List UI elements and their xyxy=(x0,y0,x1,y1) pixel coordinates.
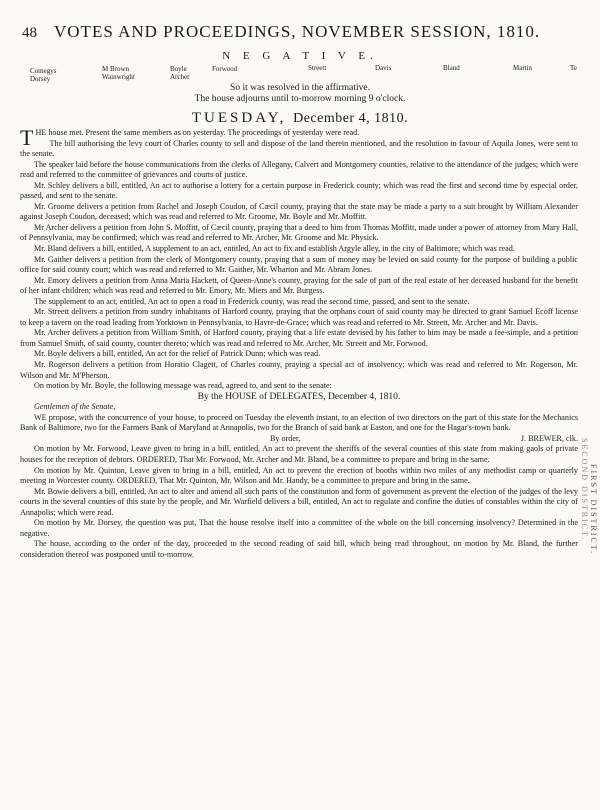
vote-name: Streett xyxy=(308,64,327,72)
vote-name: M Brown xyxy=(102,65,130,73)
paragraph: Mr. Schley delivers a bill, entitled, An act to authorise a lottery for a certain purpose in Frederick county; which was read the first and second time by especial order, passed, and sent to the senate. xyxy=(20,180,578,201)
salutation: Gentlemen of the Senate, xyxy=(34,402,116,412)
paragraph: Mr Archer delivers a petition from John S. Moffitt, of Cæcil county, praying that a deed to him from Thomas Moffitt, made under a power of attorney from Mary Hall, of Pennsylvania, may be confirmed; which was read and referred to Mr. Archer, Mr. Groome and Mr. Physick. xyxy=(20,222,578,243)
day-name: TUESDAY, xyxy=(191,110,287,126)
paragraph: WE propose, with the concurrence of your house, to proceed on Tuesday the eleventh instant, to an election of two directors on the part of this state for the Mechanics Bank of Baltimore, two for the Farmers Bank of Maryland at Annapolis, two for the Branch of said bank at Easton, and one for the Hagar's-town bank. xyxy=(20,412,578,433)
vote-name: Wainwright xyxy=(102,73,135,81)
paragraph: THE house met. Present the same members as on yesterday. The proceedings of yesterday were read. xyxy=(20,125,360,150)
paragraph: Mr. Rogerson delivers a petition from Horatio Clagett, of Charles county, praying a special act of insolvency; which was read and referred to Mr. Rogerson, Mr. Wilson and Mr. M'Pherson. xyxy=(20,360,578,380)
vote-name: Dorsey xyxy=(30,75,51,83)
day-heading xyxy=(0,110,600,127)
vote-names xyxy=(30,60,590,84)
message-heading: By the HOUSE of DELEGATES, December 4, 1810. xyxy=(197,391,401,402)
vote-name: Martin xyxy=(513,64,533,72)
running-title: VOTES AND PROCEEDINGS, NOVEMBER SESSION, 1810. xyxy=(54,22,541,41)
vote-name: Comegys xyxy=(30,67,57,75)
vote-result: So it was resolved in the affirmative. xyxy=(230,83,370,93)
vote-name: Bland xyxy=(443,64,460,72)
margin-text-first: FIRST DISTRICT. xyxy=(589,464,598,556)
vote-name: Te xyxy=(570,64,577,72)
vote-name: Boyle xyxy=(170,65,187,73)
paragraph: Mr. Bland delivers a bill, entitled, A supplement to an act, entitled, An act to fix and establish Argyle alley, in the city of Baltimore; which was read. xyxy=(34,244,515,254)
page-number: 48 xyxy=(22,25,37,41)
signature: J. BREWER, clk. xyxy=(520,433,578,443)
paragraph: Mr. Boyle delivers a bill, entitled, An act for the relief of Patrick Dunn; which was read. xyxy=(34,349,321,359)
drop-cap: T xyxy=(20,125,34,150)
day-date: December 4, 1810. xyxy=(293,111,409,126)
vote-label: N E G A T I V E. xyxy=(222,50,378,62)
paragraph: Mr. Streett delivers a petition from sundry inhabitants of Harford county, praying that the orphans court of said county may be directed to grant Samuel Ecoff license to keep a tavern on the road leading from Yorktown in Pennsylvania, to Havre-de-Grace; which was read and referred to Mr. Streett, Mr. Archer and Mr. Davis. xyxy=(20,307,578,327)
vote-name: Archer xyxy=(170,73,190,81)
paragraph: On motion by Mr. Dorsey, the question was put, That the house resolve itself into a committee of the whole on the bill concerning insolvency? Determined in the negative. xyxy=(20,518,578,538)
margin-annotation xyxy=(580,130,598,730)
paragraph: Mr. Emory delivers a petition from Anna Maria Hackett, of Queen-Anne's county, praying for the sale of part of the real estate of her deceased husband for the benefit of her infant children; which was read and referred to Mr. Emory, Mr. Miers and Mr. Burgess. xyxy=(20,275,578,296)
paragraph: The speaker laid before the house communications from the clerks of Allegany, Calvert and Montgomery counties, relative to the attendance of the judges; which were read and referred to the committee of grievances and courts of justice. xyxy=(20,159,578,180)
by-order: By order, xyxy=(270,433,301,443)
proceedings-body xyxy=(20,125,578,560)
vote-name: Forwood xyxy=(212,65,238,73)
paragraph: Mr. Gaither delivers a petition from the clerk of Montgomery county, praying that a sum of money may be levied on said county for the purpose of building a public office for said county court; which was read and referred to Mr. Gaither, Mr. Wharton and Mr. Abram Jones. xyxy=(20,254,578,275)
paragraph: On motion by Mr. Forwood, Leave given to bring in a bill, entitled, An act to prevent the sheriffs of the several counties of this state from making gaols of private houses for the reception of debtors. ORDERED, That Mr. Forwood, Mr. Archer and Mr. Bland, be a committee to prepare and bring in the same. xyxy=(20,444,578,464)
paragraph: The bill authorising the levy court of Charles county to sell and dispose of the land therein mentioned, and the resolution in favour of Aquila Jones, were sent to the senate. xyxy=(20,138,578,159)
paragraph: The supplement to an act, entitled, An act to open a road in Frederick county, was read the second time, passed, and sent to the senate. xyxy=(34,296,470,306)
running-header xyxy=(22,22,587,44)
paragraph: Mr. Bowie delivers a bill, entitled, An act to alter and amend all such parts of the constitution and form of government as prevent the election of the judges of the levy courts in the several counties of this state by the people, and Mr. Warfield delivers a bill, entitled, An act to regulate and confine the duties of constables within the city of Annapolis; which were read. xyxy=(20,486,578,517)
paragraph: Mr. Archer delivers a petition from William Smith, of Harford county, praying that a life estate devised by his father to him may be made a fee-simple, and a petition from Samuel Smith, of said county, counter thereto; which was read and referred to Mr. Archer, Mr. Streett and Mr. Forwood. xyxy=(20,328,578,348)
adjournment-notice: The house adjourns until to-morrow morning 9 o'clock. xyxy=(194,94,406,104)
paragraph: The house, according to the order of the day, proceeded to the second reading of said bill, which being read throughout, on motion by Mr. Bland, the further consideration thereof was postponed until to-morrow. xyxy=(20,539,578,559)
signature-line xyxy=(20,434,578,445)
paragraph: On motion by Mr. Boyle, the following message was read, agreed to, and sent to the senate: xyxy=(34,381,332,391)
paragraph: Mr. Groome delivers a petition from Rachel and Joseph Coudon, of Cæcil county, praying that the state may be made a party to a suit brought by William Alexander against Joseph Coudon, deceased; which was read and referred to Mr. Groome, Mr. Boyle and Mr. Moffitt. xyxy=(20,201,578,222)
margin-text-second: SECOND DISTRICT. xyxy=(580,438,589,542)
paragraph: On motion by Mr. Quinton, Leave given to bring in a bill, entitled, An act to prevent the erection of booths within two miles of any methodist camp or quarterly meeting in Worcester county. ORDERED, That Mr. Quinton, Mr. Wilson and Mr. Handy, be a committee to prepare and bring in the same. xyxy=(20,465,578,486)
vote-name: Davis xyxy=(375,64,392,72)
